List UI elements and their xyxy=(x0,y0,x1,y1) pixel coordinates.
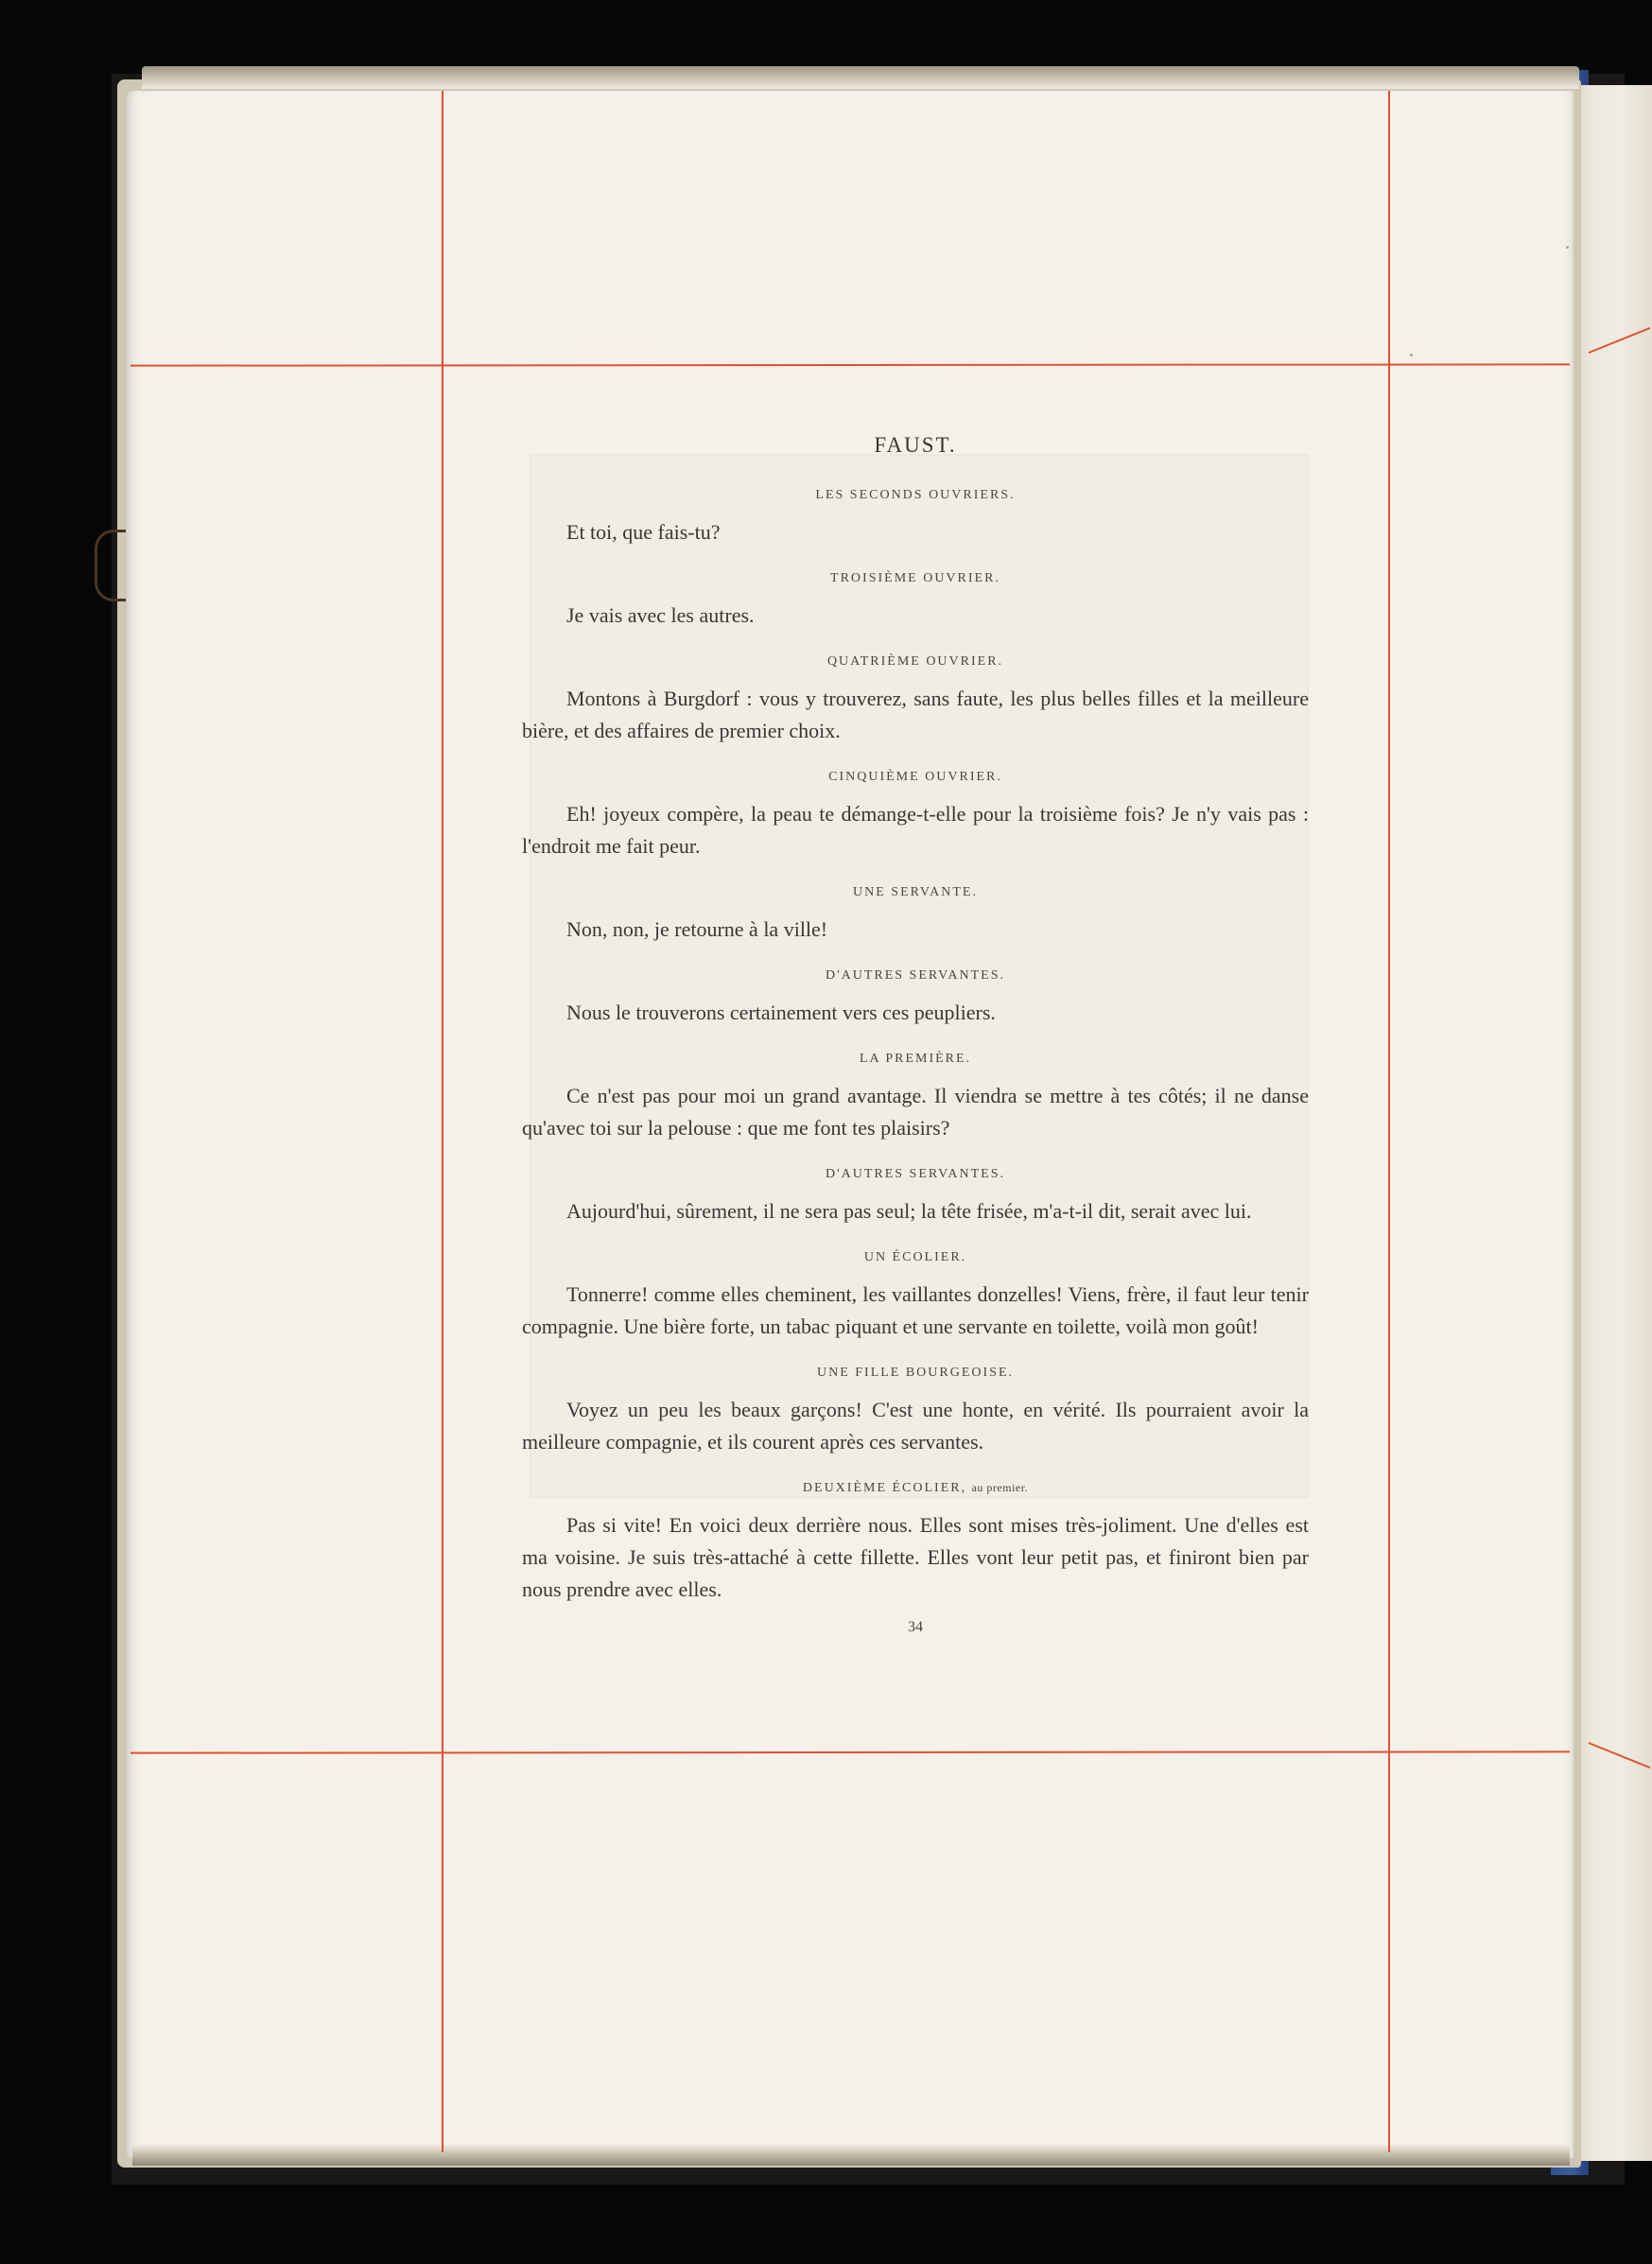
speaker-label: UNE FILLE BOURGEOISE. xyxy=(816,1366,1015,1380)
dialogue-line: Eh! joyeux compère, la peau te démange-t-elle pour la troisième fois? Je n'y vais pas : l'endroit me fait peur. xyxy=(522,802,1309,858)
speaker-label: LA PREMIÈRE. xyxy=(859,1052,972,1066)
dialogue-line: Ce n'est pas pour moi un grand avantage. Il viendra se mettre à tes côtés; il ne danse qu'avec toi sur la pelouse : que me font tes plaisirs? xyxy=(522,1084,1309,1140)
speaker-label: D'AUTRES SERVANTES. xyxy=(825,968,1006,983)
page-top-edge xyxy=(142,66,1579,89)
speaker-name xyxy=(522,968,1309,984)
stage-direction: au premier. xyxy=(971,1481,1029,1494)
rule-left xyxy=(442,91,443,2152)
paper-speck xyxy=(1566,246,1569,249)
dialogue-line: Voyez un peu les beaux garçons! C'est une honte, en vérité. Ils pourraient avoir la meilleure compagnie, et ils courent après ces servantes. xyxy=(522,1398,1309,1454)
speaker-name xyxy=(522,1167,1309,1182)
paper-speck xyxy=(1410,354,1413,357)
speaker-label: D'AUTRES SERVANTES. xyxy=(825,1167,1006,1181)
dialogue-line: Je vais avec les autres. xyxy=(566,603,755,627)
page-number: 34 xyxy=(908,1619,923,1635)
dialogue-line: Aujourd'hui, sûrement, il ne sera pas seul; la tête frisée, m'a-t-il dit, serait avec lui. xyxy=(566,1199,1252,1223)
dialogue xyxy=(522,488,1309,1606)
dialogue-line: Montons à Burgdorf : vous y trouverez, sans faute, les plus belles filles et la meilleure bière, et des affaires de premier choix. xyxy=(522,687,1309,742)
text-column xyxy=(522,433,1309,1636)
speaker-name xyxy=(522,885,1309,900)
speaker-label: QUATRIÈME OUVRIER. xyxy=(826,654,1004,669)
speaker-name xyxy=(522,571,1309,586)
speaker-name xyxy=(522,1052,1309,1067)
dialogue-line: Tonnerre! comme elles cheminent, les vaillantes donzelles! Viens, frère, il faut leur tenir compagnie. Une bière forte, un tabac piquant et une servante en toilette, voilà mon goût! xyxy=(522,1282,1309,1338)
binding-tie xyxy=(95,530,126,601)
facing-page-edge xyxy=(1570,85,1652,2161)
speaker-name xyxy=(522,1481,1309,1496)
speaker-label: LES SECONDS OUVRIERS. xyxy=(815,488,1016,502)
speaker-name xyxy=(522,1250,1309,1265)
running-title: FAUST. xyxy=(874,433,957,457)
speaker-label: CINQUIÈME OUVRIER. xyxy=(828,770,1002,784)
speaker-label: UN ÉCOLIER. xyxy=(863,1250,967,1264)
speaker-name xyxy=(522,654,1309,670)
speaker-label: TROISIÈME OUVRIER. xyxy=(830,571,1000,585)
speaker-label: UNE SERVANTE. xyxy=(853,885,978,899)
speaker-name xyxy=(522,1366,1309,1381)
dialogue-line: Et toi, que fais-tu? xyxy=(566,520,721,544)
speaker-name xyxy=(522,770,1309,785)
speaker-label: DEUXIÈME ÉCOLIER, xyxy=(802,1481,967,1495)
rule-right xyxy=(1388,91,1390,2152)
speaker-name xyxy=(522,488,1309,503)
dialogue-line: Non, non, je retourne à la ville! xyxy=(566,917,828,941)
dialogue-line: Pas si vite! En voici deux derrière nous. Elles sont mises très-joliment. Une d'elles est ma voisine. Je suis très-attaché à cette fillette. Elles vont leur petit pas, et finiront bien par nous prendre avec elles. xyxy=(522,1513,1309,1601)
page-bottom-edge xyxy=(132,2145,1570,2166)
dialogue-line: Nous le trouverons certainement vers ces peupliers. xyxy=(566,1001,996,1024)
